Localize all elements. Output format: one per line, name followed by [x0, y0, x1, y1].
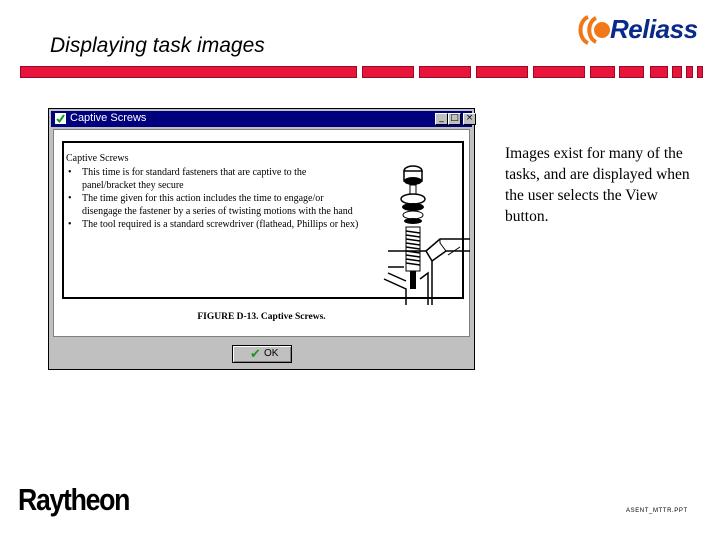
reliass-swoosh-icon: [576, 12, 610, 48]
rule-segment: [672, 66, 682, 78]
rule-segment: [650, 66, 668, 78]
image-panel: [53, 129, 470, 337]
check-icon: [55, 113, 66, 124]
maximize-button[interactable]: [448, 113, 461, 125]
doc-heading: Captive Screws: [66, 153, 129, 164]
rule-segment: [533, 66, 585, 78]
list-item: • The tool required is a standard screwdriver (flathead, Phillips or hex): [66, 218, 362, 231]
rule-segment: [697, 66, 703, 78]
doc-bullet-list: [66, 166, 362, 231]
dialog-title: Captive Screws: [70, 112, 147, 124]
checkmark-icon: ✔: [250, 346, 261, 361]
figure-caption: FIGURE D-13. Captive Screws.: [197, 312, 326, 322]
figure-frame: [62, 141, 464, 299]
dialog-titlebar[interactable]: [51, 111, 472, 127]
rule-segment: [619, 66, 644, 78]
captive-screw-illustration: [380, 155, 472, 309]
maximize-icon: □: [450, 113, 459, 123]
footer-filename: ASENT_MTTR.PPT: [626, 508, 688, 514]
rule-segment: [362, 66, 414, 78]
minimize-icon: _: [439, 113, 444, 123]
list-item: • The time given for this action includes the time to engage/or disengage the fastener by a series of twisting motions with the hand: [66, 192, 362, 218]
rule-segment: [20, 66, 357, 78]
rule-segment: [686, 66, 693, 78]
close-button[interactable]: [463, 113, 476, 125]
rule-segment: [476, 66, 528, 78]
list-item: • This time is for standard fasteners that are captive to the panel/bracket they secure: [66, 166, 362, 192]
captive-screws-dialog: [48, 108, 475, 370]
rule-segment: [590, 66, 615, 78]
reliass-logo: [576, 12, 706, 48]
close-icon: ×: [465, 113, 474, 123]
minimize-button[interactable]: [435, 113, 448, 125]
slide-title: Displaying task images: [50, 34, 265, 57]
side-description: Images exist for many of the tasks, and are displayed when the user selects the View button.: [505, 145, 690, 225]
rule-segment: [419, 66, 471, 78]
raytheon-logo: Raytheon: [18, 482, 130, 517]
logo-text: Reliass: [610, 14, 698, 44]
ok-button[interactable]: [232, 345, 292, 363]
ok-label: OK: [264, 348, 279, 359]
